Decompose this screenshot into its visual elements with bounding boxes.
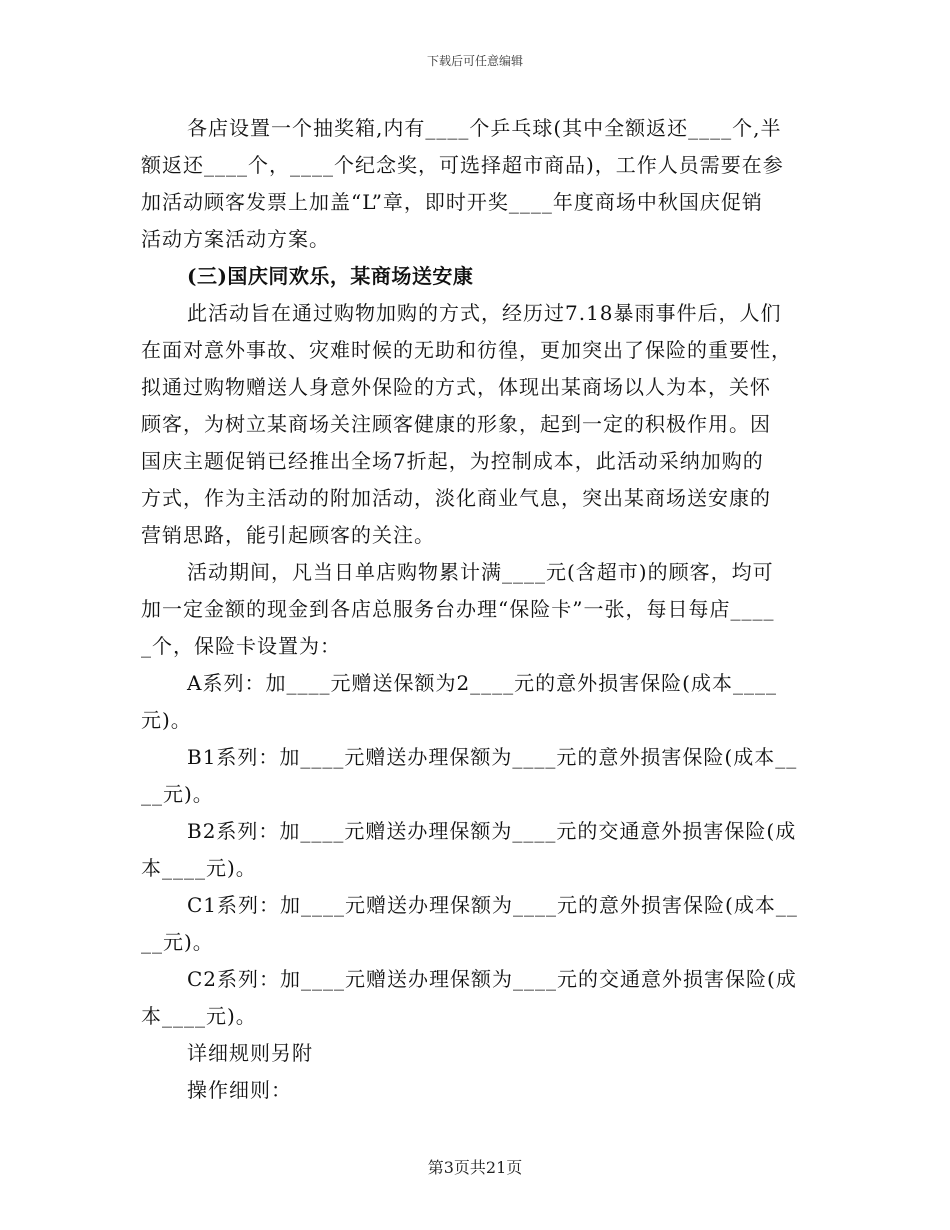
paragraph-line: 营销思路，能引起顾客的关注。 (141, 523, 435, 547)
paragraph-line: 国庆主题促销已经推出全场7折起，为控制成本，此活动采纳加购的 (141, 449, 764, 473)
paragraph-line: 操作细则： (187, 1078, 292, 1102)
paragraph-line: _个，保险卡设置为： (141, 634, 341, 658)
series-a-line: A系列：加____元赠送保额为2____元的意外损害保险(成本____ (187, 671, 777, 695)
series-a-line: 元)。 (141, 708, 192, 732)
paragraph-line: 拟通过购物赠送人身意外保险的方式，体现出某商场以人为本，关怀 (141, 375, 771, 399)
paragraph-line: 各店设置一个抽奖箱,内有____个乒乓球(其中全额返还____个,半 (187, 116, 782, 140)
paragraph-line: 详细规则另附 (187, 1041, 313, 1065)
paragraph-line: 活动期间，凡当日单店购物累计满____元(含超市)的顾客，均可 (187, 560, 774, 584)
paragraph-line: 额返还____个，____个纪念奖，可选择超市商品)，工作人员需要在参 (141, 153, 784, 177)
page-footer: 第3页共21页 (427, 1158, 523, 1177)
series-b2-line: 本____元)。 (141, 856, 257, 880)
paragraph-line: 方式，作为主活动的附加活动，淡化商业气息，突出某商场送安康的 (141, 486, 771, 510)
section-heading: (三)国庆同欢乐，某商场送安康 (187, 264, 474, 288)
series-c1-line: C1系列：加____元赠送办理保额为____元的意外损害保险(成本__ (187, 893, 798, 917)
paragraph-line: 顾客，为树立某商场关注顾客健康的形象，起到一定的积极作用。因 (141, 412, 771, 436)
series-c1-line: __元)。 (141, 930, 214, 954)
series-c2-line: 本____元)。 (141, 1004, 257, 1028)
paragraph-line: 活动方案活动方案。 (141, 227, 330, 251)
series-b1-line: B1系列：加____元赠送办理保额为____元的意外损害保险(成本__ (187, 745, 798, 769)
paragraph-line: 加一定金额的现金到各店总服务台办理“保险卡”一张，每日每店____ (141, 597, 775, 621)
series-c2-line: C2系列：加____元赠送办理保额为____元的交通意外损害保险(成 (187, 967, 797, 991)
paragraph-line: 加活动顾客发票上加盖“L”章，即时开奖____年度商场中秋国庆促销 (141, 190, 763, 214)
paragraph-line: 在面对意外事故、灾难时候的无助和彷徨，更加突出了保险的重要性， (141, 338, 792, 362)
series-b1-line: __元)。 (141, 782, 214, 806)
document-body (141, 110, 811, 1109)
page-header: 下载后可任意编辑 (426, 54, 523, 68)
series-b2-line: B2系列：加____元赠送办理保额为____元的交通意外损害保险(成 (187, 819, 797, 843)
paragraph-line: 此活动旨在通过购物加购的方式，经历过7.18暴雨事件后，人们 (187, 301, 782, 325)
